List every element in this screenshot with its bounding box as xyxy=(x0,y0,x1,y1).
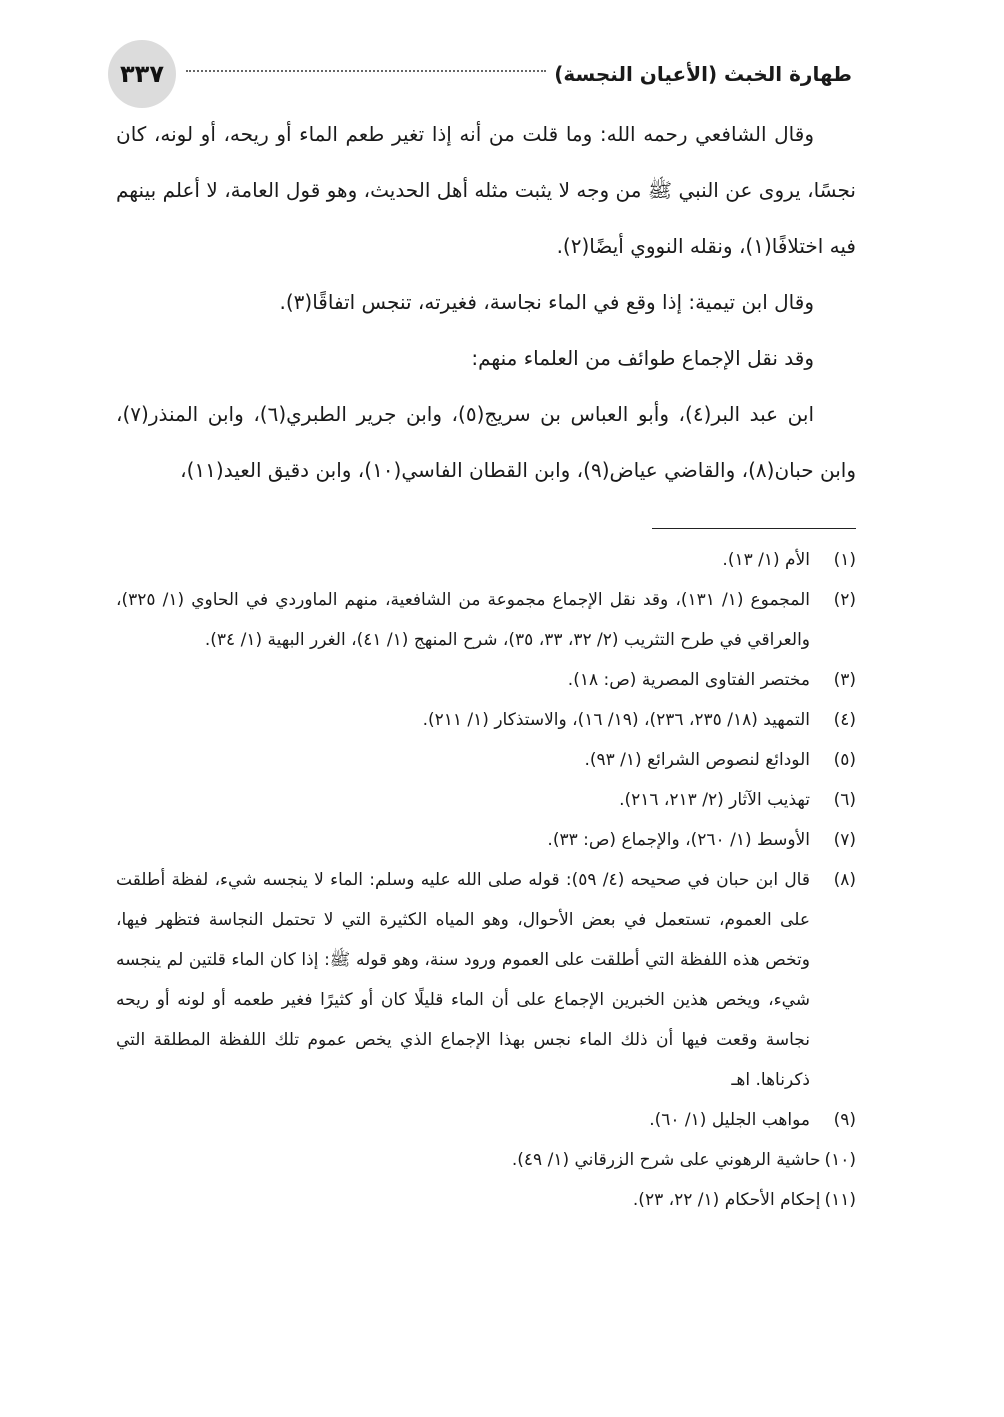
footnote-text: إحكام الأحكام (١/ ٢٢، ٢٣). xyxy=(632,1190,821,1210)
footnote-item xyxy=(116,540,856,580)
footnote-number: (٧) xyxy=(833,830,856,850)
footnote-text: المجموع (١/ ١٣١)، وقد نقل الإجماع مجموعة من الشافعية، منهم الماوردي في الحاوي (١/ ٣٢٥)، والعراقي في طرح التثريب (٢/ ٣٢، ٣٣، ٣٥)، شرح المنهج (١/ ٤١)، الغرر البهية (١/ ٣٤). xyxy=(116,590,810,650)
footnote-item xyxy=(116,580,856,660)
footnote-item xyxy=(116,740,856,780)
footnote-text: تهذيب الآثار (٢/ ٢١٣، ٢١٦). xyxy=(619,790,810,810)
paragraph: ابن عبد البر(٤)، وأبو العباس بن سريج(٥)، وابن جرير الطبري(٦)، وابن المنذر(٧)، وابن حبان(٨)، والقاضي عياض(٩)، وابن القطان الفاسي(١٠)، وابن دقيق العيد(١١)، xyxy=(116,402,856,482)
footnote-text: الودائع لنصوص الشرائع (١/ ٩٣). xyxy=(584,750,810,770)
footnote-number: (٩) xyxy=(833,1110,856,1130)
footnote-item xyxy=(116,780,856,820)
footnote-text: حاشية الرهوني على شرح الزرقاني (١/ ٤٩). xyxy=(511,1150,821,1170)
footnotes xyxy=(116,540,856,1220)
footnote-item xyxy=(116,1180,856,1220)
footnote-item xyxy=(116,700,856,740)
footnote-item xyxy=(116,660,856,700)
footnote-number: (٣) xyxy=(833,670,856,690)
footnote-number: (٤) xyxy=(833,710,856,730)
footnote-text: الأم (١/ ١٣). xyxy=(722,550,810,570)
footnote-item xyxy=(116,1100,856,1140)
dotted-leader xyxy=(186,70,546,72)
footnote-number: (٦) xyxy=(833,790,856,810)
footnote-item xyxy=(116,860,856,1100)
footnote-text: مختصر الفتاوى المصرية (ص: ١٨). xyxy=(567,670,810,690)
page-number-badge: ٣٣٧ xyxy=(108,40,176,108)
footnote-separator xyxy=(652,528,856,529)
footnote-item xyxy=(116,1140,856,1180)
footnote-number: (١١) xyxy=(824,1190,856,1210)
footnote-number: (١) xyxy=(833,550,856,570)
footnote-item xyxy=(116,820,856,860)
footnote-text: مواهب الجليل (١/ ٦٠). xyxy=(649,1110,810,1130)
paragraph: وقد نقل الإجماع طوائف من العلماء منهم: xyxy=(471,346,814,370)
running-title: طهارة الخبث (الأعيان النجسة) xyxy=(554,62,852,86)
footnote-number: (٨) xyxy=(833,870,856,890)
footnote-text: التمهيد (١٨/ ٢٣٥، ٢٣٦)، (١٩/ ١٦)، والاستذكار (١/ ٢١١). xyxy=(422,710,810,730)
footnote-text: الأوسط (١/ ٢٦٠)، والإجماع (ص: ٣٣). xyxy=(547,830,810,850)
footnote-number: (٥) xyxy=(833,750,856,770)
footnote-number: (١٠) xyxy=(824,1150,856,1170)
main-text xyxy=(116,106,856,498)
page-header xyxy=(110,40,858,104)
footnote-text: قال ابن حبان في صحيحه (٤/ ٥٩): قوله صلى الله عليه وسلم: الماء لا ينجسه شيء، لفظة أطلقت على العموم، تستعمل في بعض الأحوال، وهو المياه الكثيرة التي لا تحتمل النجاسة فتظهر فيها، وتخص هذه اللفظة التي أطلقت على العموم ورود سنة، وهو قوله ﷺ: إذا كان الماء قلتين لم ينجسه شيء، ويخص هذين الخبرين الإجماع على أن الماء قليلًا كان أو كثيرًا فغير طعمه أو لونه أو ريحه نجاسة وقعت فيها أن ذلك الماء نجس بهذا الإجماع الذي يخص عموم تلك اللفظة المطلقة التي ذكرناها. اهـ xyxy=(116,870,810,1090)
footnote-number: (٢) xyxy=(833,590,856,610)
paragraph: وقال الشافعي رحمه الله: وما قلت من أنه إذا تغير طعم الماء أو ريحه، أو لونه، كان نجسًا، يروى عن النبي ﷺ من وجه لا يثبت مثله أهل الحديث، وهو قول العامة، لا أعلم بينهم فيه اختلافًا(١)، ونقله النووي أيضًا(٢). xyxy=(116,122,856,258)
paragraph: وقال ابن تيمية: إذا وقع في الماء نجاسة، فغيرته، تنجس اتفاقًا(٣). xyxy=(279,290,814,314)
